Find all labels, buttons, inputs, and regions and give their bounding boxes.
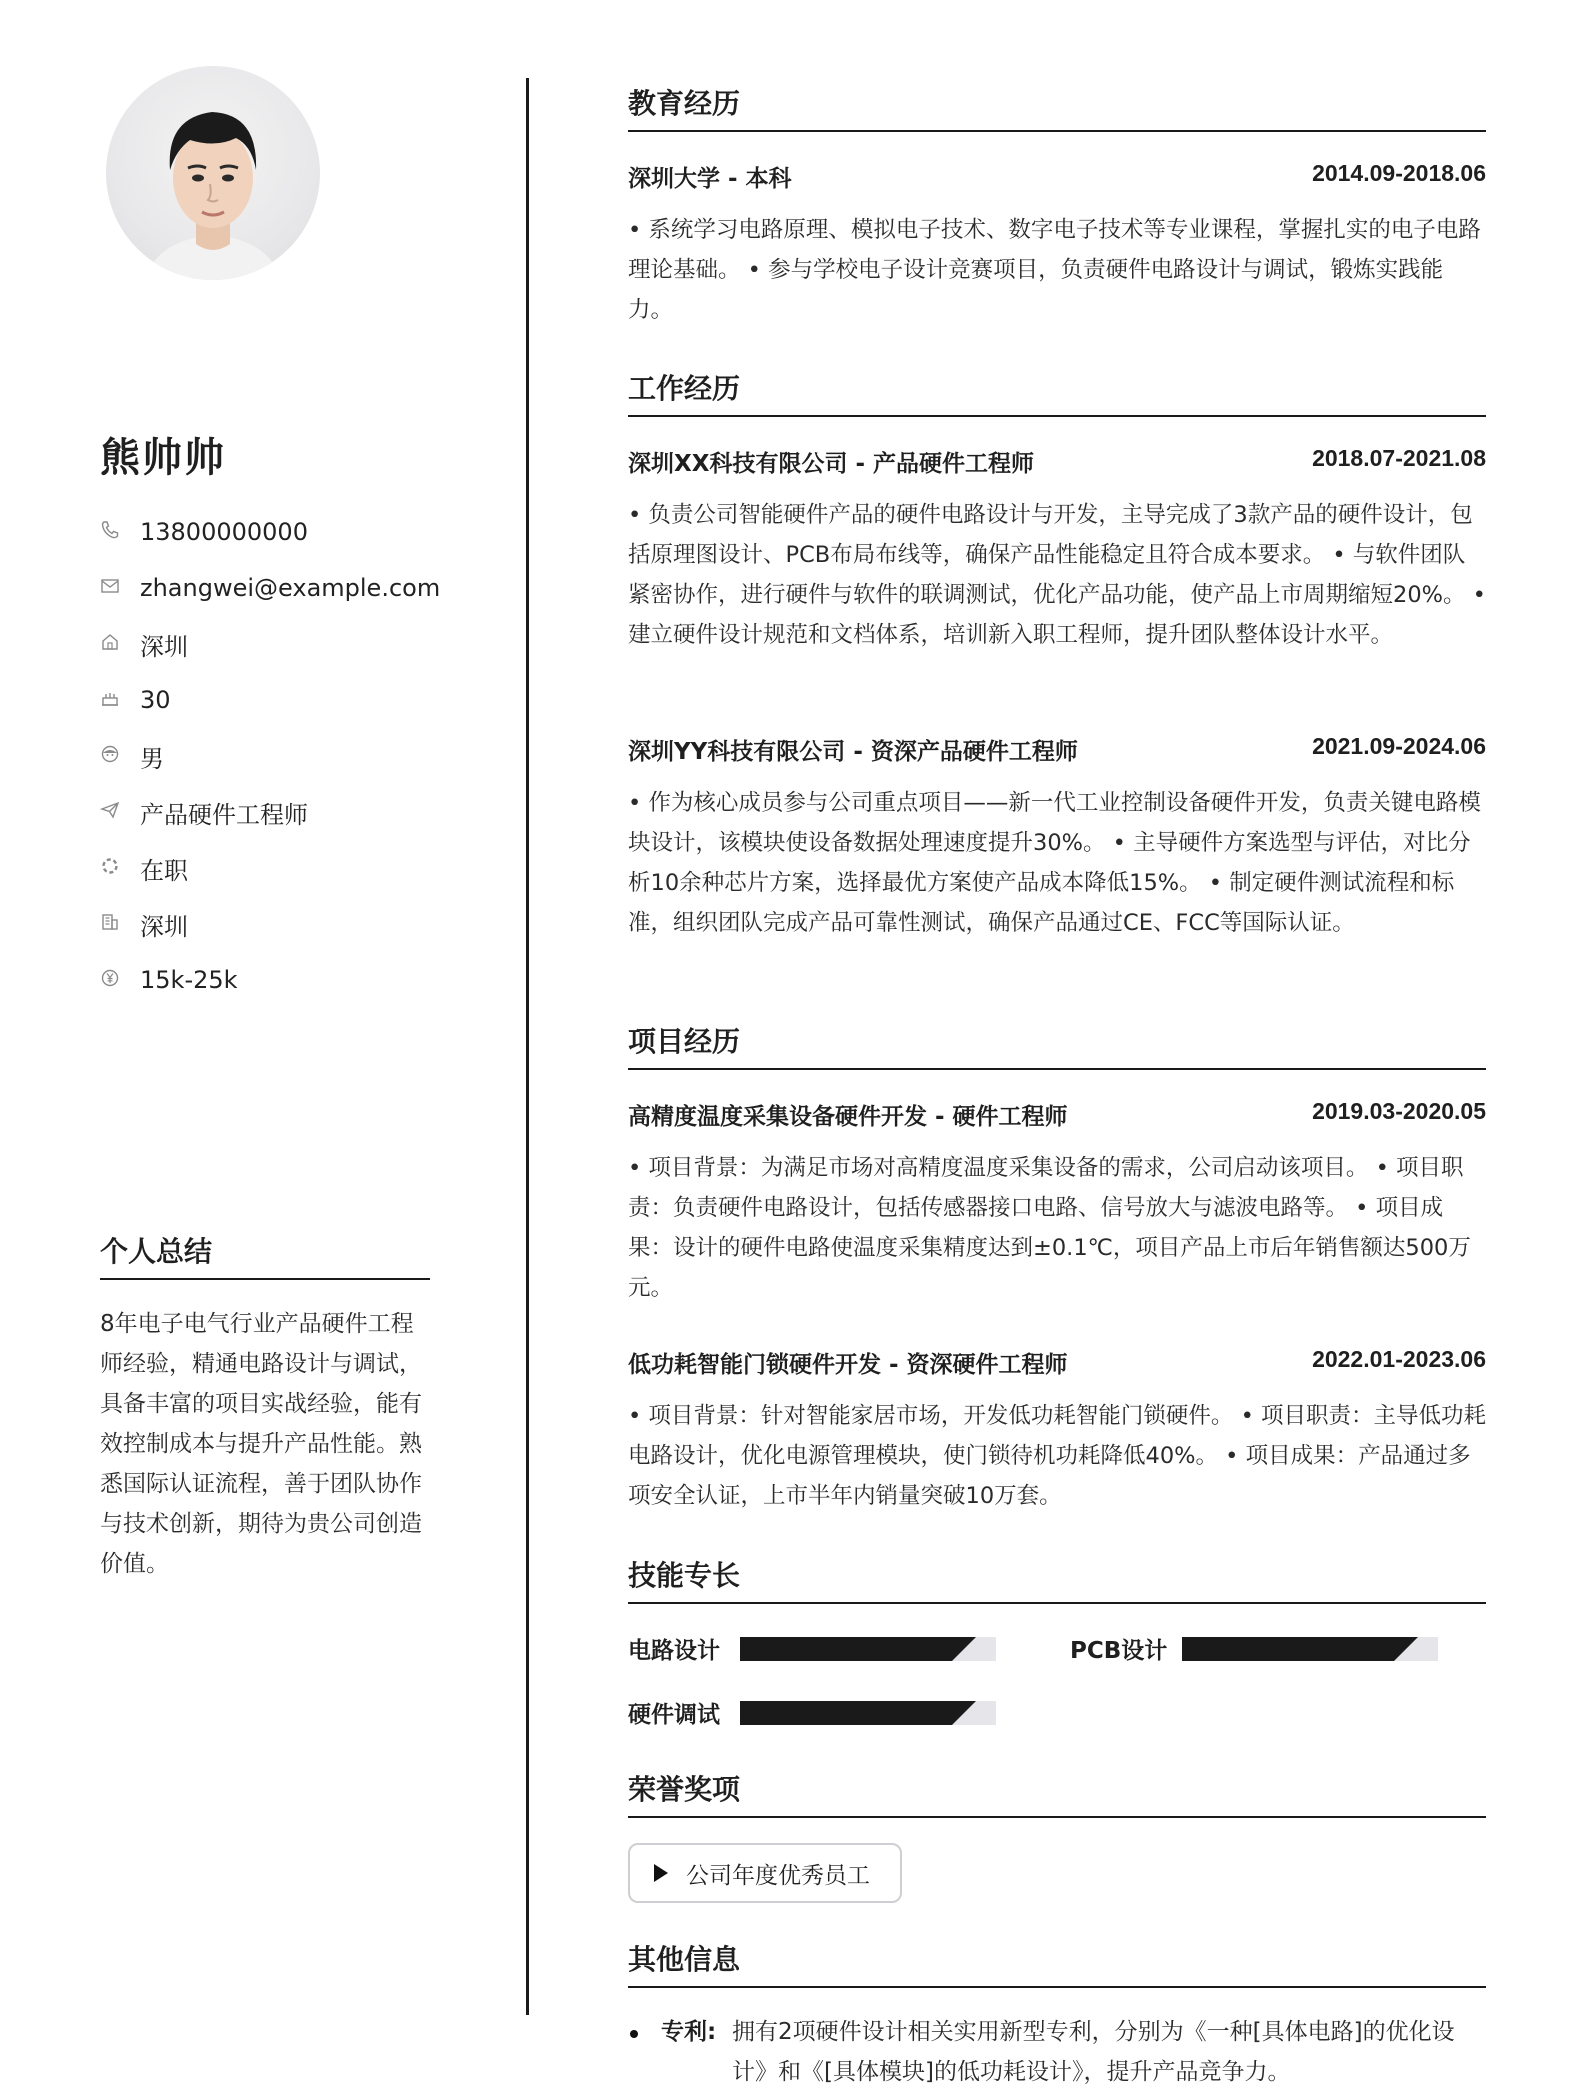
info-row-work-city <box>100 896 440 952</box>
info-text: 13800000000 <box>140 518 308 546</box>
work-entry-header <box>628 445 1486 478</box>
info-row-salary <box>100 952 440 1008</box>
candidate-name: 熊帅帅 <box>100 435 226 481</box>
project-entry-body: • 项目背景：为满足市场对高精度温度采集设备的需求，公司启动该项目。 • 项目职责：负责硬件电路设计，包括传感器接口电路、信号放大与滤波电路等。 • 项目成果：设计的硬件电路使温度采集精度达到±0.1℃，项目产品上市后年销售额达500万元。 <box>628 1155 1471 1301</box>
entry-date: 2021.09-2024.06 <box>1312 733 1486 759</box>
work-entry-body: • 作为核心成员参与公司重点项目——新一代工业控制设备硬件开发，负责关键电路模块设计，该模块使设备数据处理速度提升30%。 • 主导硬件方案选型与评估，对比分析10余种芯片方案，选择最优方案使产品成本降低15%。 • 制定硬件测试流程和标准，组织团队完成产品可靠性测试，确保产品通过CE、FCC等国际认证。 <box>628 790 1481 936</box>
section-title-honors: 荣誉奖项 <box>628 1768 1486 1818</box>
info-row-gender <box>100 728 440 784</box>
entry-title: 高精度温度采集设备硬件开发 - 硬件工程师 <box>628 1104 1068 1130</box>
section-title-projects: 项目经历 <box>628 1020 1486 1070</box>
education-entry-header <box>628 160 1486 193</box>
entry-title: 深圳XX科技有限公司 - 产品硬件工程师 <box>628 451 1035 477</box>
skill-bar-fill <box>740 1637 952 1661</box>
section-title-skills: 技能专长 <box>628 1554 1486 1604</box>
project-entry-body: • 项目背景：针对智能家居市场，开发低功耗智能门锁硬件。 • 项目职责：主导低功耗电路设计，优化电源管理模块，使门锁待机功耗降低40%。 • 项目成果：产品通过多项安全认证，上市半年内销量突破10万套。 <box>628 1403 1487 1509</box>
paper-plane-icon <box>100 800 124 824</box>
info-text: 15k-25k <box>140 966 238 994</box>
skill-item <box>628 1696 996 1729</box>
skill-bar-fill <box>740 1701 952 1725</box>
entry-title: 低功耗智能门锁硬件开发 - 资深硬件工程师 <box>628 1352 1068 1378</box>
info-text: 产品硬件工程师 <box>140 800 308 829</box>
skill-bar <box>740 1701 996 1725</box>
home-icon <box>100 632 124 656</box>
info-text: zhangwei@example.com <box>140 574 441 602</box>
info-row-status <box>100 840 440 896</box>
phone-icon <box>100 520 124 544</box>
info-row-email <box>100 560 440 616</box>
project-entry-header <box>628 1346 1486 1379</box>
skill-item <box>1070 1632 1438 1665</box>
skill-bar <box>1182 1637 1438 1661</box>
contact-info <box>100 504 440 1008</box>
info-row-age <box>100 672 440 728</box>
skill-bar <box>740 1637 996 1661</box>
info-row-city <box>100 616 440 672</box>
face-icon <box>100 744 124 768</box>
left-column <box>0 0 528 2092</box>
cake-icon <box>100 688 124 712</box>
play-icon <box>654 1864 668 1882</box>
education-entry-body: • 系统学习电路原理、模拟电子技术、数字电子技术等专业课程，掌握扎实的电子电路理论基础。 • 参与学校电子设计竞赛项目，负责硬件电路设计与调试，锻炼实践能力。 <box>628 217 1481 323</box>
skill-bar-tip <box>952 1637 976 1661</box>
entry-date: 2018.07-2021.08 <box>1312 445 1486 471</box>
skill-bar-tip <box>952 1701 976 1725</box>
info-text: 深圳 <box>140 912 188 941</box>
award-label: 公司年度优秀员工 <box>686 1862 870 1889</box>
entry-title: 深圳大学 - 本科 <box>628 166 792 192</box>
entry-date: 2022.01-2023.06 <box>1312 1346 1486 1372</box>
section-title-work: 工作经历 <box>628 367 1486 417</box>
section-title-education: 教育经历 <box>628 82 1486 132</box>
skill-bar-fill <box>1182 1637 1394 1661</box>
skill-label: 电路设计 <box>628 1638 720 1664</box>
work-entry-header <box>628 733 1486 766</box>
work-entry-body: • 负责公司智能硬件产品的硬件电路设计与开发，主导完成了3款产品的硬件设计，包括原理图设计、PCB布局布线等，确保产品性能稳定且符合成本要求。 • 与软件团队紧密协作，进行硬件与软件的联调测试，优化产品功能，使产品上市周期缩短20%。 • 建立硬件设计规范和文档体系，培训新入职工程师，提升团队整体设计水平。 <box>628 502 1486 648</box>
status-icon <box>100 856 124 880</box>
entry-date: 2014.09-2018.06 <box>1312 160 1486 186</box>
other-info-key: 专利: <box>661 2019 717 2045</box>
info-row-position <box>100 784 440 840</box>
section-title-other: 其他信息 <box>628 1938 1486 1988</box>
skill-bar-tip <box>1394 1637 1418 1661</box>
entry-title: 深圳YY科技有限公司 - 资深产品硬件工程师 <box>628 739 1078 765</box>
skill-label: 硬件调试 <box>628 1702 720 1728</box>
yuan-icon <box>100 968 124 992</box>
skill-item <box>628 1632 996 1665</box>
other-info-value: 拥有2项硬件设计相关实用新型专利，分别为《一种[具体电路]的优化设计》和《[具体模块]的低功耗设计》，提升产品竞争力。 <box>732 2019 1455 2085</box>
column-divider <box>526 78 529 2015</box>
info-text: 在职 <box>140 856 188 885</box>
award-badge[interactable] <box>628 1843 902 1903</box>
project-entry-header <box>628 1098 1486 1131</box>
summary-heading: 个人总结 <box>100 1230 430 1280</box>
bullet-icon <box>630 2030 638 2038</box>
skill-label: PCB设计 <box>1070 1638 1168 1664</box>
summary-text: 8年电子电气行业产品硬件工程师经验，精通电路设计与调试，具备丰富的项目实战经验，能有效控制成本与提升产品性能。熟悉国际认证流程，善于团队协作与技术创新，期待为贵公司创造价值。 <box>100 1311 422 1577</box>
avatar <box>106 66 320 280</box>
building-icon <box>100 912 124 936</box>
person-portrait-icon <box>106 66 320 280</box>
mail-icon <box>100 576 124 600</box>
entry-date: 2019.03-2020.05 <box>1312 1098 1486 1124</box>
info-text: 30 <box>140 686 171 714</box>
info-text: 男 <box>140 744 164 773</box>
info-row-phone <box>100 504 440 560</box>
info-text: 深圳 <box>140 632 188 661</box>
